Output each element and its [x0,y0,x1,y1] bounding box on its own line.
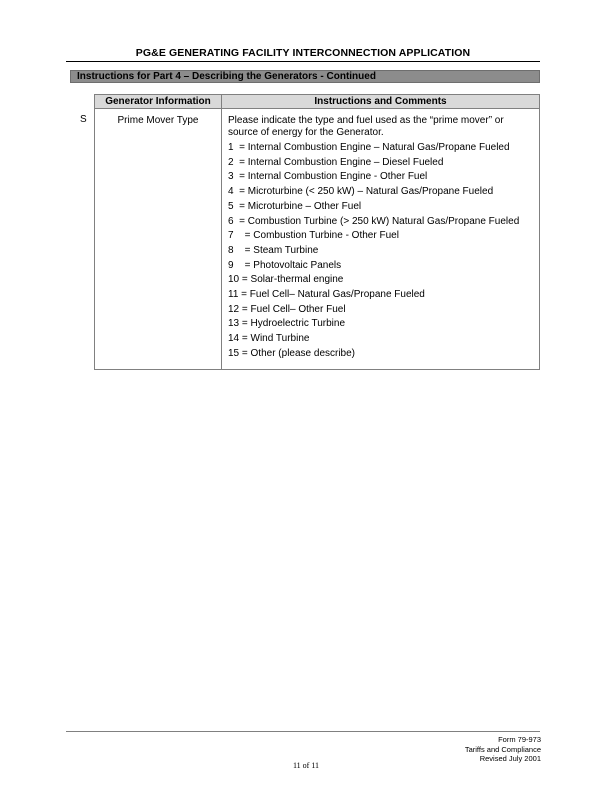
row-letter: S [80,114,87,125]
list-item: 4 = Microturbine (< 250 kW) – Natural Gas/Propane Fueled [228,186,494,198]
footer-form-info [465,735,541,764]
list-item: 11 = Fuel Cell– Natural Gas/Propane Fueled [228,289,425,301]
column-header-generator-information: Generator Information [95,95,222,109]
page-number: 11 of 11 [292,761,320,770]
list-item: 2 = Internal Combustion Engine – Diesel Fueled [228,156,444,168]
generator-instructions-table [94,94,540,370]
table-row [95,109,540,370]
list-item: 14 = Wind Turbine [228,333,310,345]
prime-mover-options-list [228,141,533,362]
list-item: 9 = Photovoltaic Panels [228,259,342,271]
instructions-cell [222,109,540,370]
field-name-cell: Prime Mover Type [95,109,222,370]
revision-date: Revised July 2001 [479,754,541,763]
list-item: 3 = Internal Combustion Engine - Other Fuel [228,171,428,183]
form-number: Form 79-973 [498,735,541,744]
list-item: 6 = Combustion Turbine (> 250 kW) Natural Gas/Propane Fueled [228,215,520,227]
list-item: 7 = Combustion Turbine - Other Fuel [228,230,399,242]
section-heading: Instructions for Part 4 – Describing the Generators - Continued [70,70,540,83]
column-header-instructions: Instructions and Comments [222,95,540,109]
instructions-intro: Please indicate the type and fuel used as the “prime mover” or source of energy for the Generator. [228,115,504,138]
department: Tariffs and Compliance [464,744,541,754]
document-title: PG&E GENERATING FACILITY INTERCONNECTION APPLICATION [135,47,471,59]
list-item: 12 = Fuel Cell– Other Fuel [228,303,346,315]
list-item: 5 = Microturbine – Other Fuel [228,200,362,212]
footer-divider [66,731,540,732]
title-divider [66,61,540,62]
list-item: 15 = Other (please describe) [228,347,356,359]
table-header-row [95,95,540,109]
list-item: 8 = Steam Turbine [228,244,319,256]
list-item: 10 = Solar-thermal engine [228,274,344,286]
list-item: 13 = Hydroelectric Turbine [228,318,346,330]
list-item: 1 = Internal Combustion Engine – Natural Gas/Propane Fueled [228,142,510,153]
